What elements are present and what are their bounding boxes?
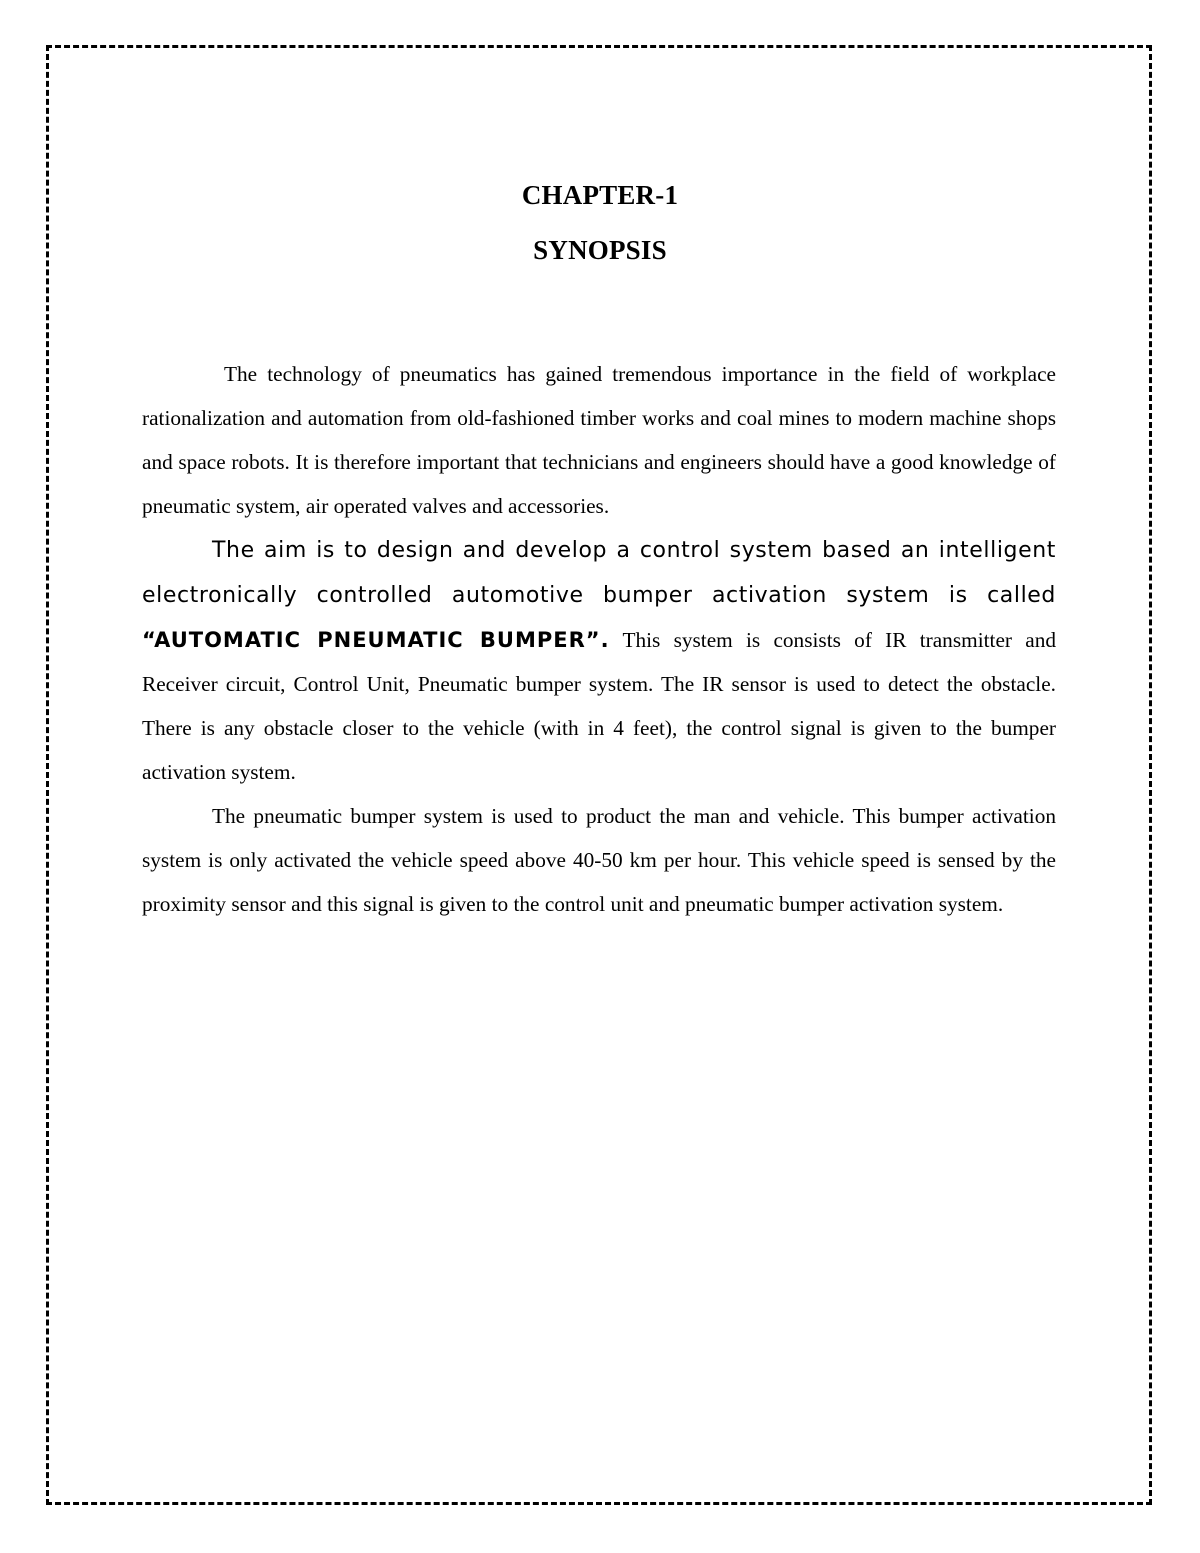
paragraph-intro: The technology of pneumatics has gained tremendous importance in the field of workplace rationalization and automation from old-fashioned timber works and coal mines to modern machine shops and space robots. It is therefore important that technicians and engineers should have a good knowledge of pneumatic system, air operated valves and accessories.: [142, 362, 1056, 518]
paragraph-pneumatic: The pneumatic bumper system is used to product the man and vehicle. This bumper activation system is only activated the vehicle speed above 40-50 km per hour. This vehicle speed is sensed by the proximity sensor and this signal is given to the control unit and pneumatic bumper activation system.: [142, 804, 1056, 916]
body-text: [142, 352, 1056, 926]
aim-rest-text: This system is consists of IR transmitter and Receiver circuit, Control Unit, Pneumatic bumper system. The IR sensor is used to detect the obstacle. There is any obstacle closer to the vehicle (with in 4 feet), the control signal is given to the bumper activation system.: [142, 628, 1056, 784]
chapter-heading: CHAPTER-1: [521, 180, 679, 210]
project-name: “AUTOMATIC PNEUMATIC BUMPER”.: [142, 628, 610, 652]
aim-lead-text: The aim is to design and develop a control system based an intelligent electronically controlled automotive bumper activation system is called: [142, 538, 1056, 608]
section-title: SYNOPSIS: [533, 235, 667, 265]
paragraph-aim: [142, 528, 1056, 794]
